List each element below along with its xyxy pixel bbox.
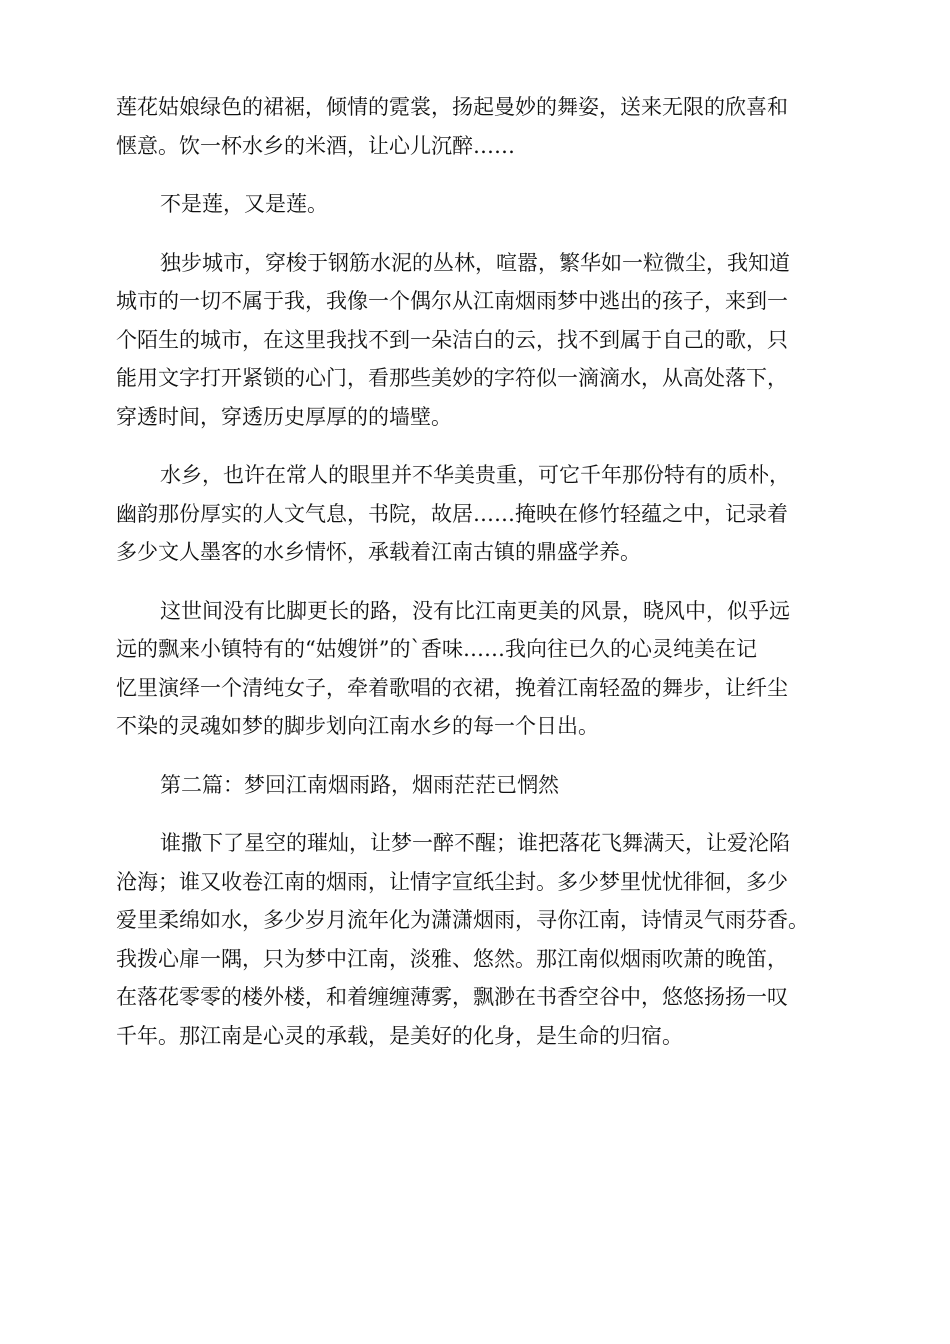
text-line: 谁撒下了星空的璀灿，让梦一醉不醒；谁把落花飞舞满天，让爱沦陷 [160, 831, 790, 855]
paragraph-lotus-continued [116, 88, 836, 165]
text-line: 莲花姑娘绿色的裙裾，倾情的霓裳，扬起曼妙的舞姿，送来无限的欣喜和 [116, 95, 788, 119]
text-line: 远的飘来小镇特有的“姑嫂饼”的`香味……我向往已久的心灵纯美在记 [116, 637, 757, 661]
text-line: 我拨心扉一隅，只为梦中江南，淡雅、悠然。那江南似烟雨吹萧的晚笛， [116, 946, 788, 971]
section-heading-part-two [116, 766, 836, 805]
text-line: 第二篇：梦回江南烟雨路，烟雨茫茫已惘然 [160, 772, 559, 797]
text-line: 多少文人墨客的水乡情怀，承载着江南古镇的鼎盛学养。 [116, 540, 641, 564]
text-line: 城市的一切不属于我，我像一个偶尔从江南烟雨梦中逃出的孩子，来到一 [116, 289, 788, 313]
paragraph-city-walk [116, 244, 836, 437]
text-line: 这世间没有比脚更长的路，没有比江南更美的风景，晓风中，似乎远 [160, 598, 790, 623]
text-line: 穿透时间，穿透历史厚厚的的墙壁。 [116, 404, 452, 429]
text-line: 爱里柔绵如水，多少岁月流年化为潇潇烟雨，寻你江南，诗情灵气雨芬香。 [116, 908, 809, 932]
text-line: 沧海；谁又收卷江南的烟雨，让情字宣纸尘封。多少梦里忧忧徘徊，多少 [116, 869, 788, 894]
document-body [116, 88, 836, 1075]
text-line: 不染的灵魂如梦的脚步划向江南水乡的每一个日出。 [116, 714, 599, 738]
text-line: 惬意。饮一杯水乡的米酒，让心儿沉醉…… [116, 133, 515, 158]
paragraph-not-lotus [116, 185, 836, 224]
text-line: 水乡，也许在常人的眼里并不华美贵重，可它千年那份特有的质朴， [160, 463, 790, 487]
text-line: 个陌生的城市，在这里我找不到一朵洁白的云，找不到属于自己的歌，只 [116, 327, 788, 352]
text-line: 能用文字打开紧锁的心门，看那些美妙的字符似一滴滴水，从高处落下， [116, 366, 788, 390]
paragraph-water-town [116, 456, 836, 572]
text-line: 在落花零零的楼外楼，和着缠缠薄雾，飘渺在书香空谷中，悠悠扬扬一叹 [116, 985, 788, 1009]
text-line: 不是莲，又是莲。 [160, 192, 328, 216]
text-line: 千年。那江南是心灵的承载，是美好的化身，是生命的归宿。 [116, 1023, 683, 1048]
text-line: 忆里演绎一个清纯女子，牵着歌唱的衣裙，挽着江南轻盈的舞步，让纤尘 [116, 675, 788, 700]
paragraph-dream-return [116, 824, 836, 1055]
text-line: 幽韵那份厚实的人文气息，书院，故居……掩映在修竹轻蕴之中，记录着 [116, 501, 788, 526]
text-line: 独步城市，穿梭于钢筋水泥的丛林，喧嚣，繁华如一粒微尘，我知道 [160, 250, 790, 275]
paragraph-jiangnan-scenery [116, 592, 836, 746]
